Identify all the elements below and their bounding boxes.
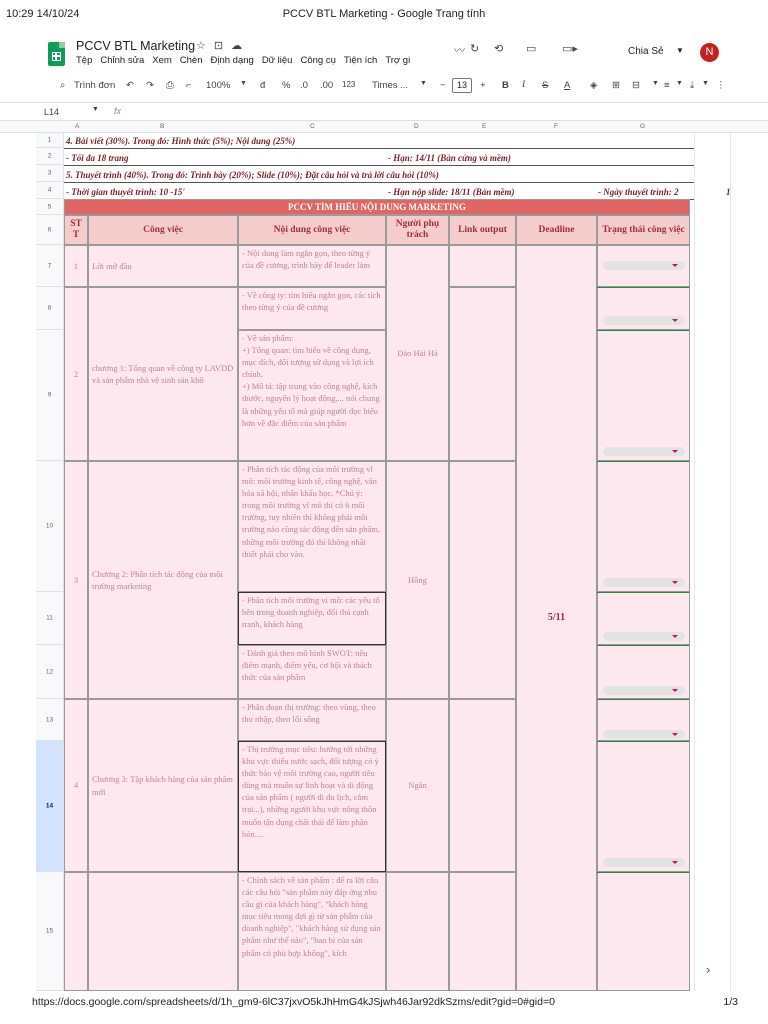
paint-format-icon[interactable]: ⌐ (186, 80, 192, 91)
increase-decimal[interactable]: .00 (320, 80, 334, 91)
header-cong-viec: Công việc (88, 215, 238, 245)
column-f[interactable]: F (554, 123, 558, 130)
info-text: - Hạn nộp slide: 18/11 (Bản mềm) (388, 187, 515, 197)
status-cell[interactable] (597, 330, 690, 461)
cong-viec-cell[interactable]: chương 1: Tổng quan về công ty LAVDD và sản phẩm nhà vệ sinh sản khô (88, 287, 238, 461)
status-dropdown[interactable] (603, 447, 685, 456)
bold-icon[interactable]: B (502, 80, 509, 91)
noi-dung-cell[interactable]: - Phân đoạn thị trường: theo vùng, theo thu nhập, theo lối sống (238, 699, 386, 741)
text-color-icon[interactable]: A (564, 80, 571, 91)
reload-icon[interactable]: ↻ (470, 43, 480, 55)
decrease-decimal[interactable]: .0 (300, 80, 308, 91)
noi-dung-cell[interactable]: - Đánh giá theo mô hình SWOT: nêu điểm mạnh, điểm yếu, cơ hội và thách thức của sản phẩm (238, 645, 386, 699)
formula-bar (0, 102, 768, 120)
menu-data[interactable]: Dữ liệu (261, 55, 293, 66)
column-a[interactable]: A (75, 123, 80, 130)
column-header (0, 120, 768, 133)
row-number[interactable]: 9 (36, 330, 64, 461)
nguoi-phu-trach-cell[interactable]: Ngân (386, 699, 449, 872)
cong-viec-cell[interactable]: Lời mở đầu (88, 245, 238, 287)
print-header (0, 0, 768, 24)
header-stt: ST T (64, 215, 88, 245)
fill-color-icon[interactable]: ◈ (590, 80, 598, 91)
stt-cell[interactable]: 1 (64, 245, 88, 287)
number-format[interactable]: 123 (342, 80, 356, 89)
column-d[interactable]: D (414, 123, 419, 130)
borders-icon[interactable]: ⊞ (612, 80, 620, 91)
move-icon[interactable]: ⊡ (213, 40, 232, 52)
menu-bar (76, 55, 418, 66)
column-c[interactable]: C (310, 123, 315, 130)
menu-format[interactable]: Định dạng (210, 55, 254, 66)
activity-icon[interactable]: 〰 (454, 45, 465, 57)
column-e[interactable]: E (482, 123, 487, 130)
nguoi-phu-trach-cell[interactable]: Đào Hải Hà (386, 245, 449, 461)
noi-dung-cell[interactable]: - Chính sách về sản phẩm : để ra lời câu các câu hỏi "sản phẩm này đáp ứng nhu cầu gì của khách hàng", "khách hàng mục tiêu mong đợi gì từ sản phẩm của doanh nghiệp", "khách hàng sử dụng sản phẩm như thế nào", "bao bì của sản phẩm có phù hợp không", kích (238, 872, 386, 991)
merge-dropdown-icon[interactable]: ▼ (652, 80, 659, 87)
status-dropdown[interactable] (603, 858, 685, 867)
status-dropdown[interactable] (603, 730, 685, 739)
undo-icon[interactable]: ↶ (126, 80, 134, 91)
row-number[interactable]: 11 (36, 592, 64, 645)
menu-extensions[interactable]: Tiện ích (343, 55, 378, 66)
stt-cell[interactable] (64, 872, 88, 991)
info-text: - Thời gian thuyết trình: 10 -15' (66, 187, 185, 197)
cong-viec-cell[interactable] (88, 872, 238, 991)
link-output-cell[interactable] (449, 461, 516, 699)
print-url: https://docs.google.com/spreadsheets/d/1h_gm9-6lC37jxvO5kJhHmG4kJSjwh46Jar92dkSzms/edit?gid=0#gid=0 (32, 996, 555, 1008)
row-number[interactable]: 6 (36, 215, 64, 245)
search-icon[interactable]: ⌕ (60, 80, 66, 91)
meet-icon[interactable]: ▭▸ (562, 43, 578, 55)
nguoi-phu-trach-cell[interactable] (386, 872, 449, 991)
link-output-cell[interactable] (449, 699, 516, 872)
row-number[interactable]: 13 (36, 699, 64, 741)
info-text: 4. Bài viết (30%). Trong đó: Hình thức (5%); Nội dung (25%) (66, 136, 296, 146)
table-banner: PCCV TÌM HIỂU NỘI DUNG MARKETING (64, 199, 690, 215)
cell-reference[interactable]: L14 (44, 107, 60, 117)
percent-format[interactable]: % (282, 80, 291, 91)
title-icons (196, 39, 250, 52)
font-dropdown-icon[interactable]: ▼ (420, 80, 427, 87)
print-page-number: 1/3 (723, 996, 738, 1008)
fx-icon: fx (114, 106, 122, 116)
status-dropdown[interactable] (603, 632, 685, 641)
row-number[interactable]: 12 (36, 645, 64, 699)
status-dropdown[interactable] (603, 578, 685, 587)
row-number[interactable]: 1 (36, 133, 64, 148)
share-dropdown-icon[interactable]: ▼ (676, 46, 684, 55)
stt-cell[interactable]: 2 (64, 287, 88, 461)
align-dropdown-icon[interactable]: ▼ (676, 80, 683, 87)
noi-dung-cell[interactable]: - Về sản phẩm: +) Tổng quan: tìm hiểu về công dụng, mục đích, đối tượng sử dụng và lợi ích chính. +) Mô tả: tập trung vào công nghệ, kích thước, nguyên lý hoạt động,... nói chung là những yếu tố mà giúp người đọc hiểu hơn về đặc điểm của sản phẩm (238, 330, 386, 461)
print-icon[interactable]: ⎙ (166, 80, 174, 91)
noi-dung-cell[interactable]: - Thị trường mục tiêu: hướng tới những khu vực thiếu nước sạch, đối tượng có ý thức bảo vệ môi trường cao, người tiêu dùng mà muốn sự linh hoạt và di động của sản phẩm ( người đi du lịch, cắm trại...), những người khu vực nông thôn muốn tận dụng chất thải để làm phân bón.... (238, 741, 386, 872)
font-size-increase[interactable]: + (480, 80, 486, 91)
status-dropdown[interactable] (603, 316, 685, 325)
print-title: PCCV BTL Marketing - Google Trang tính (282, 8, 486, 20)
nguoi-phu-trach-cell[interactable]: Hồng (386, 461, 449, 699)
noi-dung-cell[interactable]: - Phân tích môi trường vi mô: các yếu tố bên trong doanh nghiệp, đối thủ cạnh tranh, khách hàng (238, 592, 386, 645)
strikethrough-icon[interactable]: S (542, 80, 549, 91)
deadline-cell[interactable]: 5/11 (516, 245, 597, 991)
cloud-status-icon[interactable]: ☁ (231, 40, 251, 52)
stt-cell[interactable]: 4 (64, 699, 88, 872)
menu-edit[interactable]: Chỉnh sửa (100, 55, 145, 66)
cong-viec-cell[interactable]: Chương 3: Tập khách hàng của sản phẩm mới (88, 699, 238, 872)
italic-icon[interactable]: I (522, 80, 526, 90)
menu-file[interactable]: Tệp (76, 55, 93, 66)
more-icon[interactable]: ⋮ (716, 80, 726, 91)
history-icon[interactable]: ⟲ (494, 43, 504, 55)
menu-tools[interactable]: Công cụ (300, 55, 336, 66)
valign-dropdown-icon[interactable]: ▼ (702, 80, 709, 87)
link-output-cell[interactable] (449, 287, 516, 461)
row-number[interactable]: 5 (36, 199, 64, 215)
row-number[interactable]: 15 (36, 872, 64, 991)
status-dropdown[interactable] (603, 686, 685, 695)
menu-view[interactable]: Xem (152, 55, 172, 66)
row-number[interactable]: 8 (36, 287, 64, 330)
noi-dung-cell[interactable]: - Nội dung làm ngắn gọn, theo từng ý của đề cương, trình bày để leader làm (238, 245, 386, 287)
valign-icon[interactable]: ⤓ (690, 80, 695, 91)
row-number[interactable]: 10 (36, 461, 64, 592)
header-link-output: Link output (449, 215, 516, 245)
share-button[interactable]: Chia Sẻ (628, 46, 664, 57)
noi-dung-cell[interactable]: - Phân tích tác động của môi trường vĩ mô: môi trường kinh tế, công nghệ, văn hóa xã hội, nhân khẩu học. *Chú ý: trong môi trường vĩ mô thì có 6 môi trường, tuy nhiên thì không phải môi trường nào cũng tác động đến sản phẩm, những môi trường đó thì không nhất thiết phải cho vào. (238, 461, 386, 592)
row-number[interactable]: 2 (36, 148, 64, 165)
info-text: - Tối đa 18 trang (66, 153, 129, 163)
cong-viec-cell[interactable]: Chương 2: Phân tích tác động của môi trường marketing (88, 461, 238, 699)
menu-insert[interactable]: Chèn (179, 55, 203, 66)
row-number-selected[interactable]: 14 (36, 741, 64, 872)
link-output-cell[interactable] (449, 872, 516, 991)
comment-icon[interactable]: ▭ (526, 43, 537, 55)
info-text: - Ngày thuyết trình: 2 (598, 187, 679, 197)
zoom-dropdown-icon[interactable]: ▼ (240, 80, 247, 87)
row-number[interactable]: 3 (36, 165, 64, 182)
align-icon[interactable]: ≡ (664, 80, 670, 91)
zoom-select[interactable]: 100% (206, 80, 231, 91)
font-size-decrease[interactable]: − (440, 80, 446, 91)
avatar[interactable]: N (700, 43, 719, 62)
row-number[interactable]: 4 (36, 182, 64, 199)
document-title[interactable]: PCCV BTL Marketing (76, 39, 196, 53)
header-nguoi-phu-trach: Người phụ trách (386, 215, 449, 245)
header-deadline: Deadline (516, 215, 597, 245)
noi-dung-cell[interactable]: - Về công ty: tìm hiểu ngắn gọn, các tích theo từng ý của đề cương (238, 287, 386, 330)
row-number[interactable]: 7 (36, 245, 64, 287)
app-header (0, 34, 768, 74)
toolbar (0, 76, 768, 98)
scroll-right-icon[interactable]: › (706, 962, 711, 977)
status-cell[interactable] (597, 741, 690, 872)
merge-cells-icon[interactable]: ⊟ (632, 80, 640, 91)
stt-cell[interactable]: 3 (64, 461, 88, 699)
info-text: 1 (726, 187, 731, 197)
font-select[interactable]: Times ... (372, 80, 409, 91)
status-cell[interactable] (597, 461, 690, 592)
menu-search-label[interactable]: Trình đơn (74, 80, 116, 91)
status-dropdown[interactable] (603, 261, 685, 270)
column-b[interactable]: B (160, 123, 165, 130)
link-output-cell[interactable] (449, 245, 516, 287)
status-cell[interactable] (597, 872, 690, 991)
cell-ref-dropdown-icon[interactable]: ▼ (92, 106, 99, 113)
print-footer (0, 994, 768, 1014)
header-noi-dung: Nội dung công việc (238, 215, 386, 245)
print-timestamp: 10:29 14/10/24 (6, 8, 80, 20)
column-g[interactable]: G (640, 123, 646, 130)
info-text: - Hạn: 14/11 (Bản cứng và mềm) (388, 153, 511, 163)
font-size-input[interactable]: 13 (452, 78, 472, 93)
redo-icon[interactable]: ↷ (146, 80, 154, 91)
star-icon[interactable]: ☆ (196, 40, 214, 52)
sheets-logo-icon[interactable] (48, 42, 65, 66)
header-trang-thai: Trạng thái công việc (597, 215, 690, 245)
menu-help[interactable]: Trợ gi (385, 55, 411, 66)
currency-format[interactable]: đ (260, 80, 266, 91)
info-text: 5. Thuyết trình (40%). Trong đó: Trình bày (20%); Slide (10%); Đặt câu hỏi và trả lời câu hỏi (10%) (66, 170, 439, 180)
